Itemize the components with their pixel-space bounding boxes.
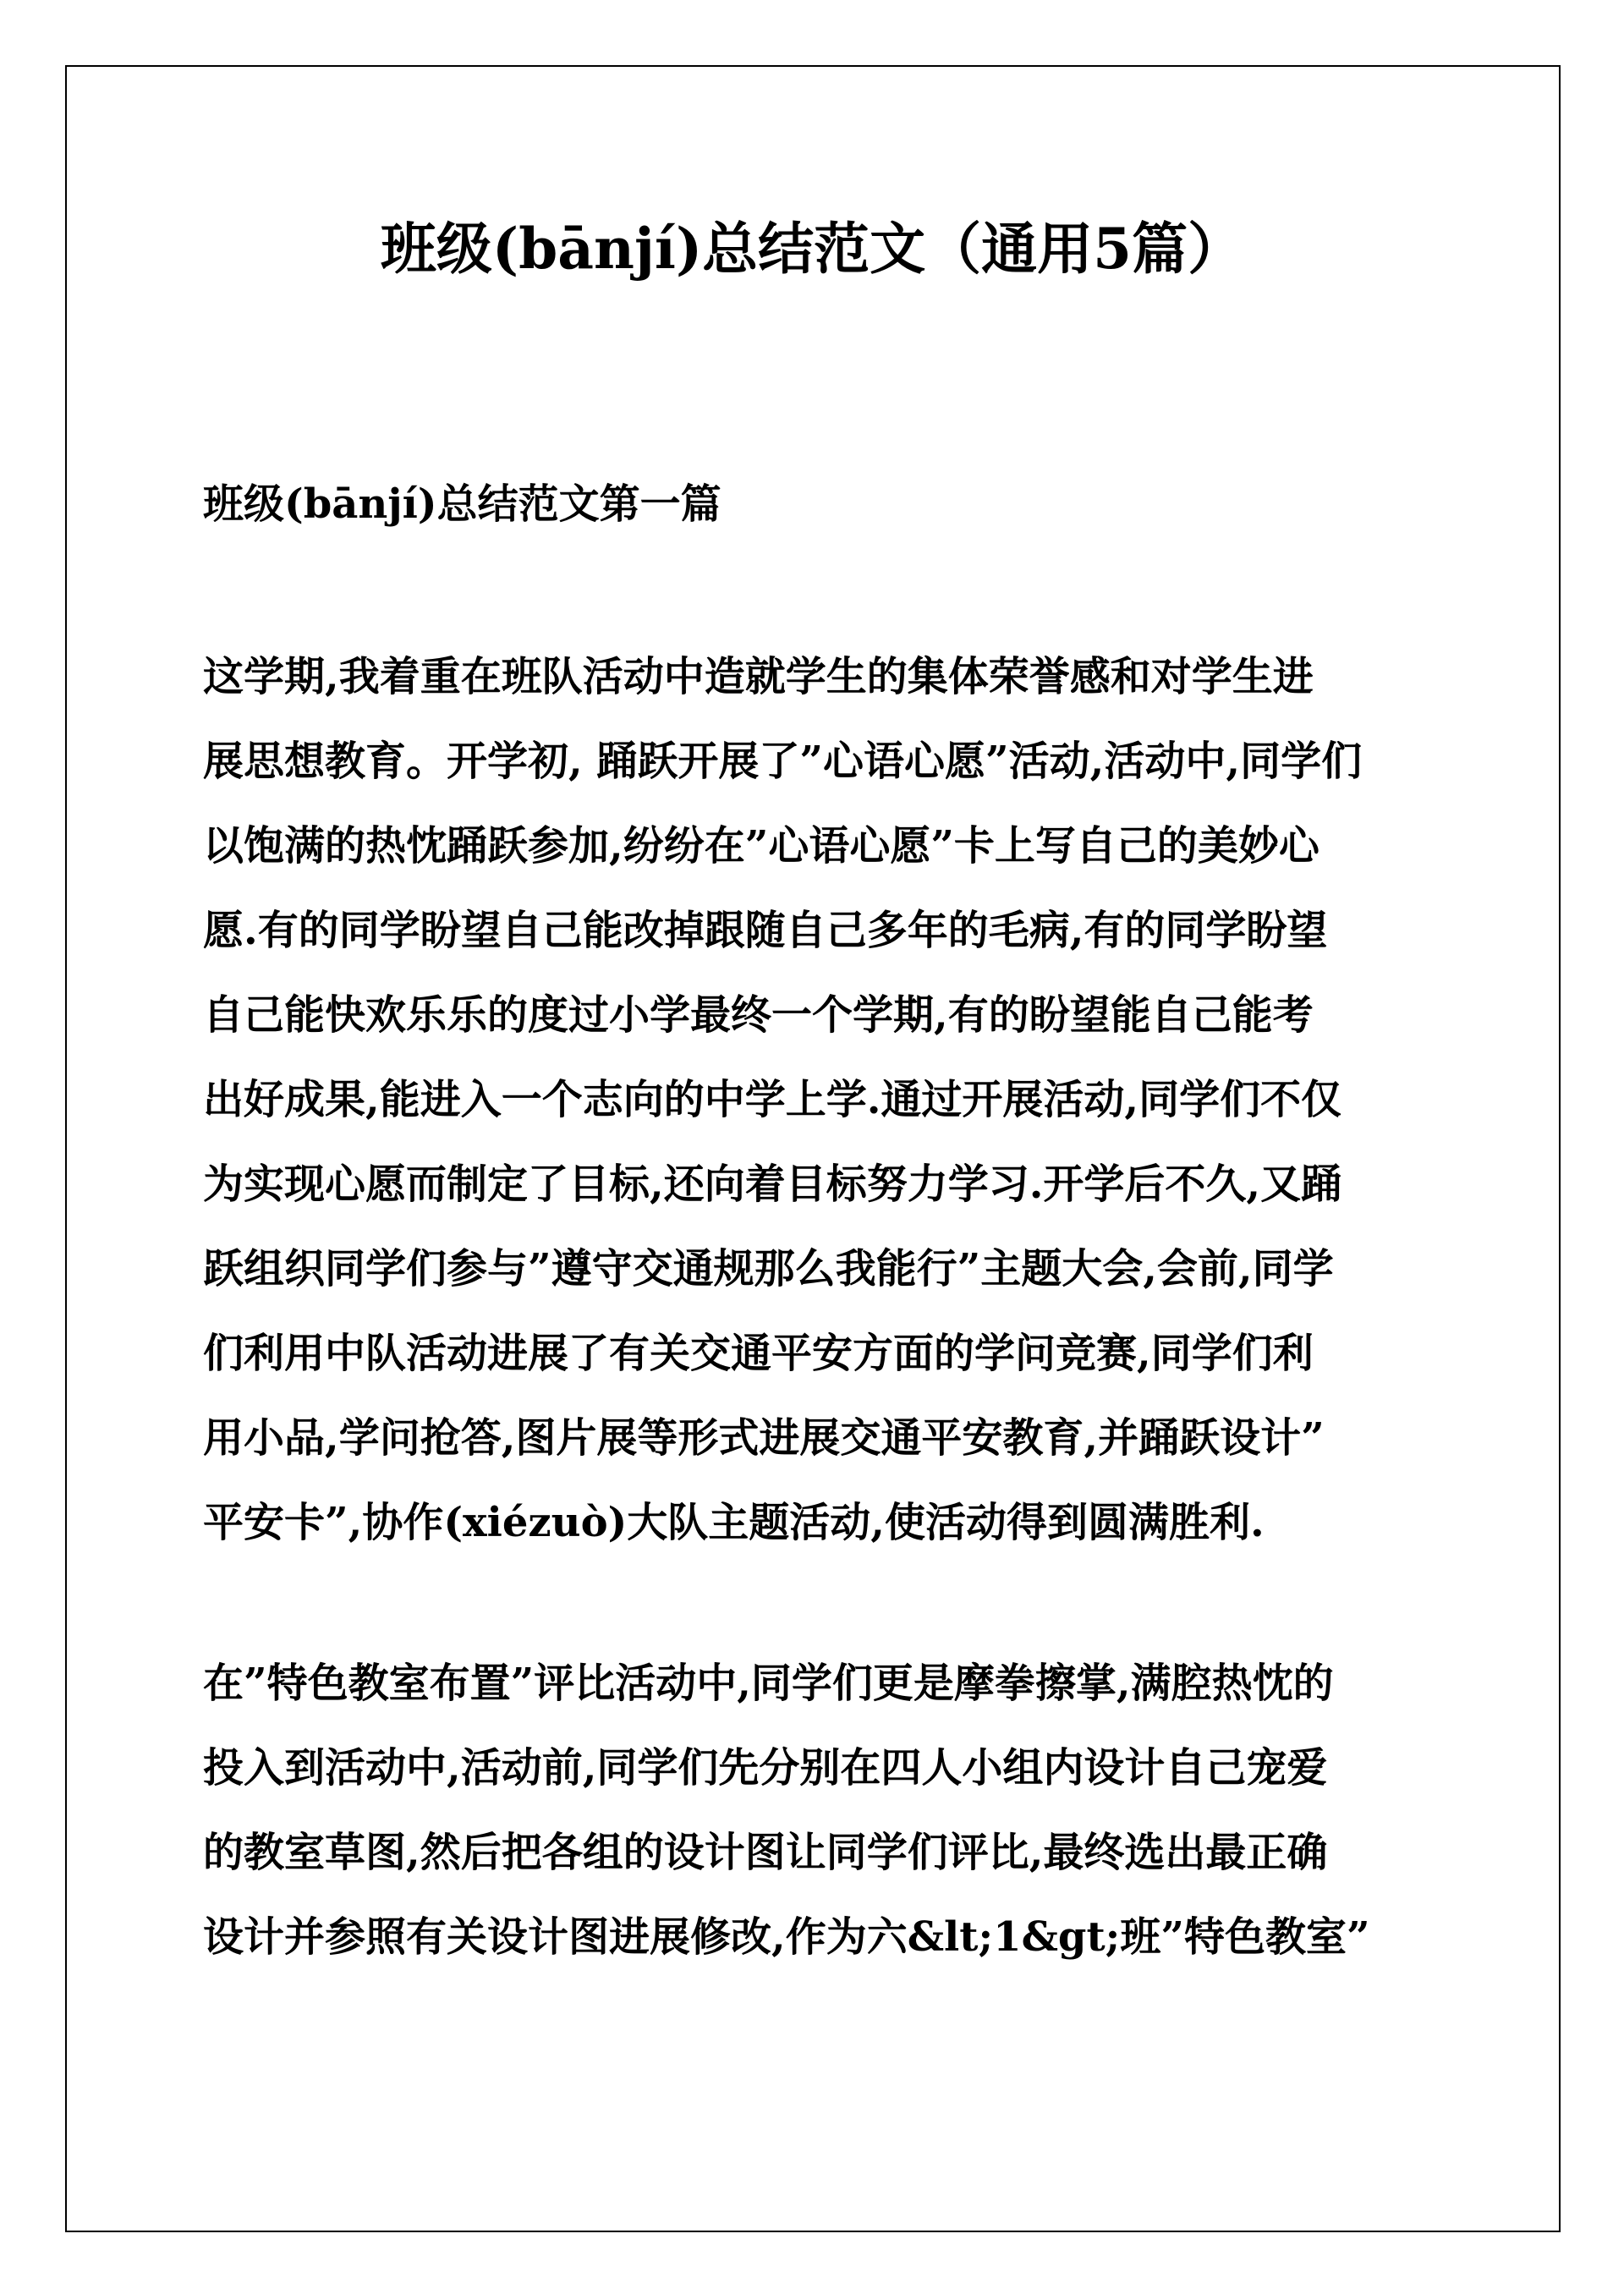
paragraph-line: 用小品,学问抢答,图片展等形式进展交通平安教育,并踊跃设计” — [203, 1414, 1325, 1462]
paragraph-line: 自己能快欢乐乐的度过小学最终一个学期,有的盼望能自己能考 — [203, 991, 1314, 1039]
section-heading: 班级(bānjí)总结范文第一篇 — [203, 480, 721, 528]
paragraph-line: 投入到活动中,活动前,同学们先分别在四人小组内设计自己宠爱 — [203, 1744, 1328, 1792]
paragraph-line: 设计并参照有关设计图进展修改,作为六&lt;1&gt;班”特色教室” — [203, 1913, 1370, 1961]
paragraph-line: 展思想教育。开学初, 踊跃开展了”心语心愿”活动,活动中,同学们 — [203, 738, 1363, 785]
paragraph-line: 们利用中队活动进展了有关交通平安方面的学问竞赛,同学们利 — [203, 1330, 1314, 1377]
paragraph-line: 平安卡”,协作(xiézuò)大队主题活动,使活动得到圆满胜利. — [203, 1499, 1265, 1546]
paragraph-line: 为实现心愿而制定了目标,还向着目标努力学习.开学后不久,又踊 — [203, 1161, 1342, 1208]
paragraph-line: 的教室草图,然后把各组的设计图让同学们评比,最终选出最正确 — [203, 1829, 1328, 1876]
paragraph-line: 这学期,我着重在班队活动中造就学生的集体荣誉感和对学生进 — [203, 653, 1314, 700]
paragraph-line: 跃组织同学们参与”遵守交通规那么我能行”主题大会,会前,同学 — [203, 1245, 1334, 1292]
paragraph-line: 在”特色教室布置”评比活动中,同学们更是摩拳擦掌,满腔热忱的 — [203, 1660, 1334, 1707]
paragraph-line: 出好成果,能进入一个志向的中学上学.通过开展活动,同学们不仅 — [203, 1076, 1342, 1123]
document-title: 班级(bānjí)总结范文（通用5篇） — [380, 216, 1244, 282]
paragraph-2 — [203, 1641, 1421, 1979]
paragraph-line: 愿.有的同学盼望自己能改掉跟随自己多年的毛病,有的同学盼望 — [203, 907, 1328, 954]
paragraph-line: 以饱满的热忱踊跃参加,纷纷在”心语心愿”卡上写自己的美妙心 — [203, 822, 1320, 870]
paragraph-1 — [203, 634, 1421, 1565]
